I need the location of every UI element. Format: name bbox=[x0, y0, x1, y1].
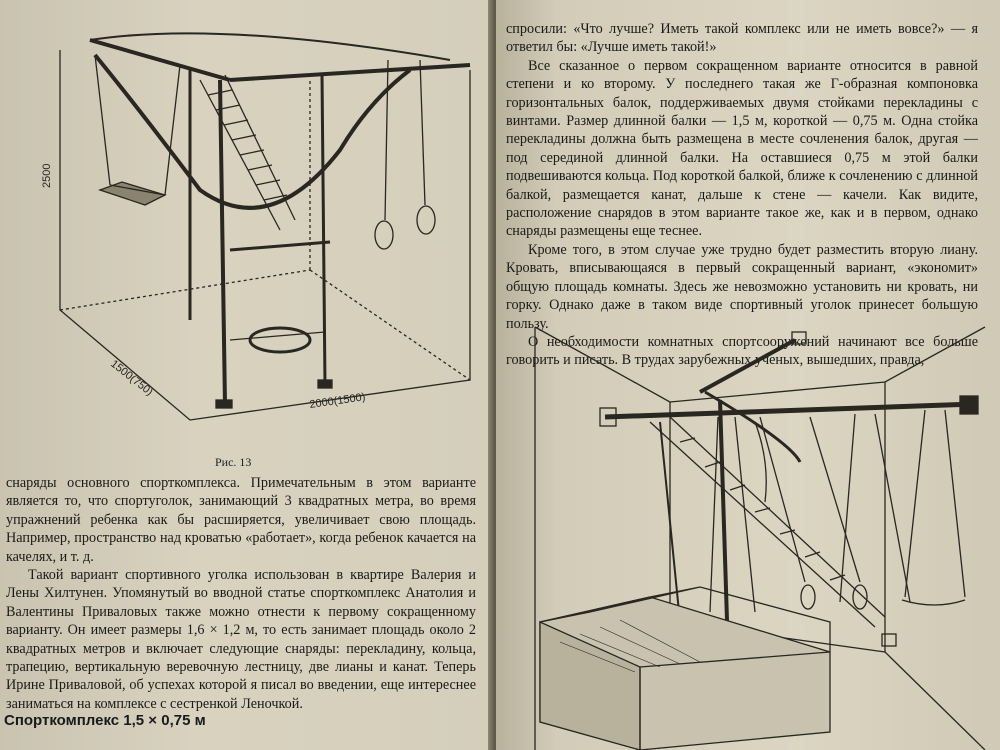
left-page bbox=[0, 0, 492, 750]
figure-13-sports-corner-drawing bbox=[40, 20, 480, 445]
right-paragraph-4: О необходимости комнатных спортсооружений начинают все больше говорить и писать. В трудах зарубежных ученых, вышедших, правда, bbox=[506, 333, 978, 369]
dimension-depth: 1500(750) bbox=[108, 357, 156, 399]
dimension-height: 2500 bbox=[41, 163, 53, 188]
right-paragraph-2: Все сказанное о первом сокращенном варианте относится в равной степени и ко второму. У последнего такая же Г-образная компоновка горизонтальных балок, поддерживаемых двумя стойками перекладины с винтами. Размер длинной балки — 1,5 м, короткой — 0,75 м. Одна стойка перекладины должна быть размещена в месте сочленения балок, другая — под серединой длинной балки. На оставшиеся 0,75 м этой балки подвешиваются кольца. Под короткой балкой, ближе к сочленению с длинной балкой, размещается канат, дальше к стене — качели. Как видите, расположение снарядов в этом варианте такое же, как и в первом, однако снаряды размещены еще теснее. bbox=[506, 57, 978, 240]
right-paragraph-1: спросили: «Что лучше? Иметь такой комплекс или не иметь вовсе?» — я ответил бы: «Лучше иметь такой!» bbox=[506, 21, 978, 56]
figure-sports-complex-drawing bbox=[530, 322, 992, 750]
section-heading: Спорткомплекс 1,5 × 0,75 м bbox=[4, 712, 206, 729]
right-body-text bbox=[506, 20, 978, 370]
figure-caption: Рис. 13 bbox=[215, 455, 252, 469]
right-paragraph-3: Кроме того, в этом случае уже трудно будет разместить вторую лиану. Кровать, вписывающаяся в первый сокращенный вариант, «экономит» общую площадь комнаты. Здесь же невозможно установить ни кровать, ни горку. Однако даже в таком виде спортивный уголок принесет большую пользу. bbox=[506, 241, 978, 332]
left-paragraph-1: снаряды основного спорткомплекса. Примечательным в этом варианте является то, что спортуголок, занимающий 3 квадратных метра, во время упражнений ребенка как бы расширяется, увеличивает свою площадь. Например, пространство над кроватью «работает», когда ребенок качается на качелях, и т. д. bbox=[6, 475, 476, 565]
left-body-text bbox=[6, 474, 476, 713]
left-paragraph-2: Такой вариант спортивного уголка использован в квартире Валерия и Лены Хилтунен. Упомянутый во вводной статье спорткомплекс Анатолия и Валентины Приваловых также можно отнести к первому сокращенному варианту. Он имеет размеры 1,6 × 1,2 м, то есть занимает площадь около 2 квадратных метров и включает следующие снаряды: перекладину, кольца, трапецию, вертикальную веревочную лестницу, две лианы и канат. Теперь Ирине Приваловой, об успехах которой я писал во введении, еще интереснее заниматься на комплексе с сестренкой Леночкой. bbox=[6, 567, 476, 712]
dimension-width: 2000(1500) bbox=[308, 391, 367, 411]
